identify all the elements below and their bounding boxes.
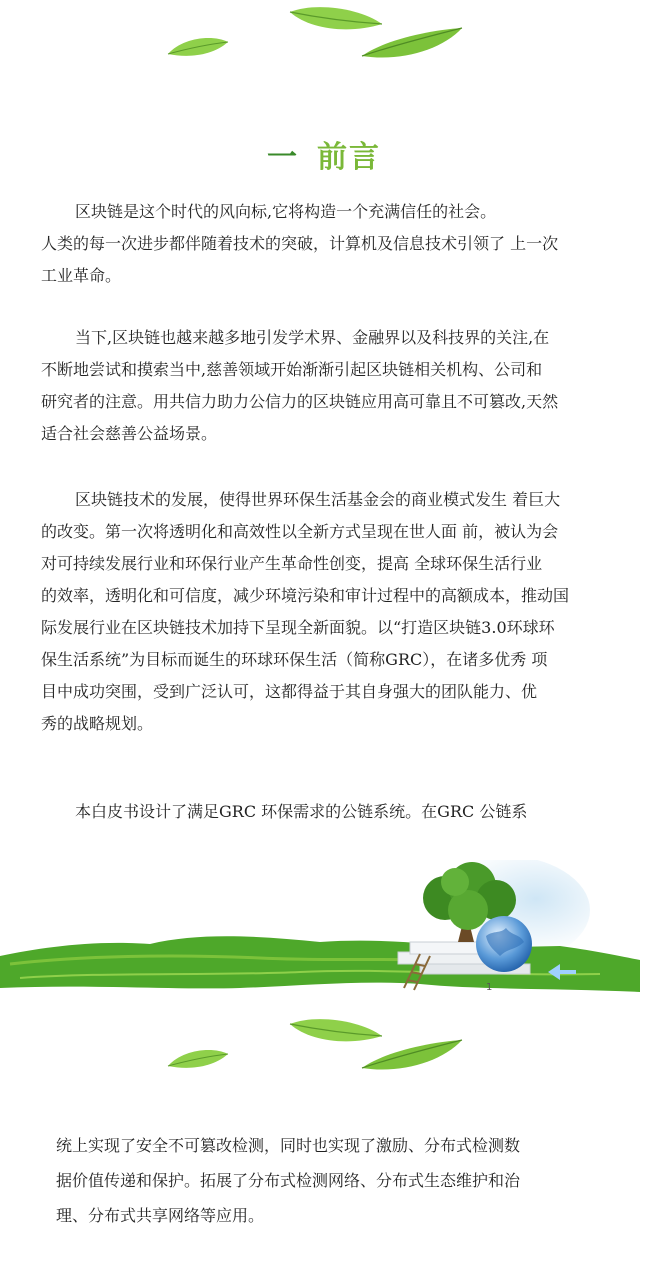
section-heading xyxy=(0,132,648,176)
paragraph-3 xyxy=(41,484,621,740)
text-line: 秀的战略规划。 xyxy=(41,714,154,733)
globe-icon xyxy=(476,916,532,972)
text-line: 当下,区块链也越来越多地引发学术界、金融界以及科技界的关注,在 xyxy=(75,328,550,347)
text-line: 人类的每一次进步都伴随着技术的突破，计算机及信息技术引领了 上一次 xyxy=(41,234,559,253)
leaves-decoration-middle xyxy=(0,1012,648,1082)
text-line: 的改变。第一次将透明化和高效性以全新方式呈现在世人面 前，被认为会 xyxy=(41,522,559,541)
landscape-illustration xyxy=(0,860,648,1000)
text-line: 本白皮书设计了满足GRC 环保需求的公链系统。在GRC 公链系 xyxy=(75,802,528,821)
text-line: 对可持续发展行业和环保行业产生革命性创变，提高 全球环保生活行业 xyxy=(41,554,543,573)
text-line: 区块链技术的发展，使得世界环保生活基金会的商业模式发生 着巨大 xyxy=(75,490,561,509)
leaf-icon xyxy=(168,1050,228,1068)
leaf-icon xyxy=(362,1040,462,1070)
text-line: 保生活系统”为目标而诞生的环球环保生活（简称GRC），在诸多优秀 项 xyxy=(41,650,548,669)
text-line: 据价值传递和保护。拓展了分布式检测网络、分布式生态维护和治 xyxy=(56,1171,521,1190)
text-line: 的效率，透明化和可信度，减少环境污染和审计过程中的高额成本，推动国 xyxy=(41,586,570,605)
leaves-decoration-top xyxy=(0,0,648,70)
text-line: 际发展行业在区块链技术加持下呈现全新面貌。以“打造区块链3.0环球环 xyxy=(41,618,555,637)
text-line: 理、分布式共享网络等应用。 xyxy=(56,1206,265,1225)
text-line: 研究者的注意。用共信力助力公信力的区块链应用高可靠且不可篡改,天然 xyxy=(41,392,559,411)
leaf-icon xyxy=(362,28,462,58)
text-line: 统上实现了安全不可篡改检测，同时也实现了激励、分布式检测数 xyxy=(56,1136,521,1155)
text-line: 目中成功突围，受到广泛认可，这都得益于其自身强大的团队能力、优 xyxy=(41,682,538,701)
leaf-icon xyxy=(168,38,228,56)
paragraph-2 xyxy=(41,322,621,450)
section-number: 一 xyxy=(267,140,299,175)
leaf-icon xyxy=(290,7,382,29)
page-number: 1 xyxy=(486,982,493,993)
text-line: 不断地尝试和摸索当中,慈善领域开始渐渐引起区块链相关机构、公司和 xyxy=(41,360,543,379)
text-line: 适合社会慈善公益场景。 xyxy=(41,424,218,443)
section-title: 前言 xyxy=(317,140,381,175)
paragraph-5 xyxy=(56,1128,616,1233)
leaf-icon xyxy=(290,1019,382,1041)
paragraph-4 xyxy=(41,796,621,828)
text-line: 区块链是这个时代的风向标,它将构造一个充满信任的社会。 xyxy=(75,202,497,221)
text-line: 工业革命。 xyxy=(41,266,122,285)
paragraph-1 xyxy=(41,196,621,292)
